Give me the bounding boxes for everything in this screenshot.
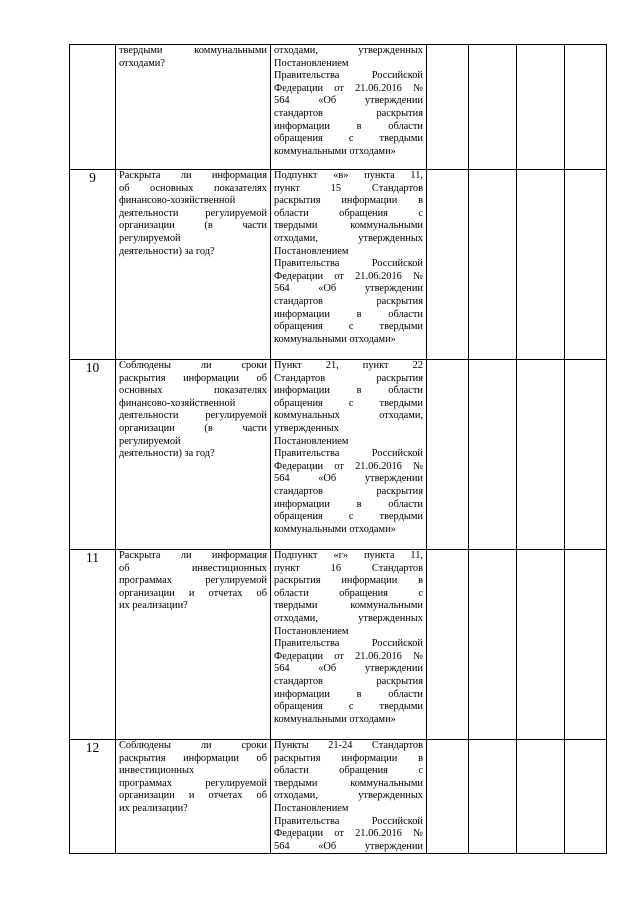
reference-line: Правительства Российской [274, 448, 423, 460]
reference-line: области обращения с [274, 587, 423, 599]
reference-line: пункт 16 Стандартов [274, 562, 423, 574]
answer-cell [517, 45, 565, 170]
reference-line: Постановлением [274, 802, 349, 814]
question-line: организации и отчетах об [119, 790, 267, 802]
reference-line: стандартов раскрытия [274, 295, 423, 307]
row-number [70, 45, 116, 170]
reference-line: Пункт 21, пункт 22 [274, 360, 423, 371]
question-line: Раскрыта ли информация [119, 170, 267, 181]
question-line: раскрытия информации об [119, 752, 267, 764]
reference-line: области обращения с [274, 765, 423, 777]
checklist-table-body [70, 45, 607, 854]
question-line: Раскрыта ли информация [119, 550, 267, 561]
reference-line: Федерации от 21.06.2016 № [274, 82, 423, 94]
question-line: основных показателях [119, 385, 267, 397]
answer-cell [565, 170, 607, 360]
answer-cell [469, 45, 517, 170]
reference-line: стандартов раскрытия [274, 107, 423, 119]
reference-line: Подпункт «г» пункта 11, [274, 550, 423, 561]
answer-cell [469, 550, 517, 740]
reference-line: твердыми коммунальными [274, 600, 423, 612]
question-line: деятельности) за год? [119, 448, 215, 460]
reference-line: обращения с твердыми [274, 511, 423, 523]
table-row [70, 360, 607, 550]
row-number: 10 [70, 360, 116, 550]
reference-line: Федерации от 21.06.2016 № [274, 270, 423, 282]
answer-cell [565, 740, 607, 854]
row-number: 11 [70, 550, 116, 740]
question-line: регулируемой [119, 232, 181, 244]
reference-line: отходами, утвержденных [274, 612, 423, 624]
question-line: деятельности регулируемой [119, 410, 267, 422]
table-row [70, 550, 607, 740]
reference-line: Правительства Российской [274, 258, 423, 270]
reference-line: Постановлением [274, 625, 349, 637]
reference-line: Пункты 21-24 Стандартов [274, 740, 423, 751]
answer-cell [565, 45, 607, 170]
answer-cell [427, 550, 469, 740]
legal-reference-cell [271, 360, 427, 550]
question-line: программах регулируемой [119, 777, 267, 789]
answer-cell [427, 170, 469, 360]
question-line: финансово-хозяйственной [119, 397, 236, 409]
answer-cell [469, 740, 517, 854]
reference-line: Постановлением [274, 245, 349, 257]
reference-line: коммунальными отходами» [274, 523, 396, 535]
reference-line: Правительства Российской [274, 638, 423, 650]
reference-line: пункт 15 Стандартов [274, 182, 423, 194]
question-line: их реализации? [119, 600, 188, 612]
legal-reference-cell [271, 740, 427, 854]
answer-cell [427, 360, 469, 550]
question-line: отходами? [119, 57, 165, 69]
reference-line: информации в области [274, 498, 423, 510]
answer-cell [427, 740, 469, 854]
question-line: деятельности регулируемой [119, 207, 267, 219]
reference-line: стандартов раскрытия [274, 675, 423, 687]
reference-line: Подпункт «в» пункта 11, [274, 170, 423, 181]
row-number: 9 [70, 170, 116, 360]
reference-line: обращения с твердыми [274, 133, 423, 145]
answer-cell [517, 550, 565, 740]
reference-line: 564 «Об утверждении [274, 95, 423, 107]
question-line: раскрытия информации об [119, 372, 267, 384]
question-line: твердыми коммунальными [119, 45, 267, 56]
reference-line: Правительства Российской [274, 70, 423, 82]
reference-line: раскрытия информации в [274, 195, 423, 207]
table-row [70, 45, 607, 170]
answer-cell [565, 550, 607, 740]
reference-line: Правительства Российской [274, 815, 423, 827]
reference-line: коммунальными отходами» [274, 713, 396, 725]
reference-line: 564 «Об утверждении [274, 283, 423, 295]
reference-line: информации в области [274, 308, 423, 320]
answer-cell [565, 360, 607, 550]
answer-cell [427, 45, 469, 170]
question-line: программах регулируемой [119, 575, 267, 587]
reference-line: коммунальными отходами» [274, 145, 396, 157]
question-cell [116, 360, 271, 550]
legal-reference-cell [271, 45, 427, 170]
reference-line: обращения с твердыми [274, 321, 423, 333]
reference-line: отходами, утвержденных [274, 45, 423, 56]
table-row [70, 740, 607, 854]
reference-line: информации в области [274, 385, 423, 397]
question-line: Соблюдены ли сроки [119, 360, 267, 371]
reference-line: 564 «Об утверждении [274, 473, 423, 485]
question-line: организации (в части [119, 422, 267, 434]
answer-cell [517, 740, 565, 854]
reference-line: 564 «Об утверждении [274, 840, 423, 852]
reference-line: обращения с твердыми [274, 397, 423, 409]
answer-cell [469, 360, 517, 550]
row-number: 12 [70, 740, 116, 854]
question-line: об инвестиционных [119, 562, 267, 574]
reference-line: раскрытия информации в [274, 752, 423, 764]
reference-line: твердыми коммунальными [274, 777, 423, 789]
checklist-table [69, 44, 607, 854]
question-cell [116, 170, 271, 360]
reference-line: Федерации от 21.06.2016 № [274, 828, 423, 840]
legal-reference-cell [271, 550, 427, 740]
reference-line: коммунальными отходами» [274, 333, 396, 345]
reference-line: информации в области [274, 688, 423, 700]
reference-line: твердыми коммунальными [274, 220, 423, 232]
question-line: Соблюдены ли сроки [119, 740, 267, 751]
question-cell [116, 550, 271, 740]
reference-line: коммунальных отходами, [274, 410, 423, 422]
legal-reference-cell [271, 170, 427, 360]
question-cell [116, 45, 271, 170]
reference-line: информации в области [274, 120, 423, 132]
reference-line: 564 «Об утверждении [274, 663, 423, 675]
reference-line: Постановлением [274, 57, 349, 69]
answer-cell [517, 170, 565, 360]
table-row [70, 170, 607, 360]
question-line: деятельности) за год? [119, 245, 215, 257]
reference-line: обращения с твердыми [274, 701, 423, 713]
question-line: их реализации? [119, 802, 188, 814]
question-line: регулируемой [119, 435, 181, 447]
reference-line: Стандартов раскрытия [274, 372, 423, 384]
reference-line: утвержденных [274, 422, 339, 434]
question-line: инвестиционных [119, 765, 195, 777]
reference-line: раскрытия информации в [274, 575, 423, 587]
question-line: организации и отчетах об [119, 587, 267, 599]
reference-line: отходами, утвержденных [274, 790, 423, 802]
question-line: об основных показателях [119, 182, 267, 194]
answer-cell [517, 360, 565, 550]
reference-line: стандартов раскрытия [274, 485, 423, 497]
question-line: организации (в части [119, 220, 267, 232]
reference-line: отходами, утвержденных [274, 232, 423, 244]
reference-line: Федерации от 21.06.2016 № [274, 460, 423, 472]
question-line: финансово-хозяйственной [119, 195, 236, 207]
reference-line: области обращения с [274, 207, 423, 219]
answer-cell [469, 170, 517, 360]
question-cell [116, 740, 271, 854]
reference-line: Федерации от 21.06.2016 № [274, 650, 423, 662]
reference-line: Постановлением [274, 435, 349, 447]
